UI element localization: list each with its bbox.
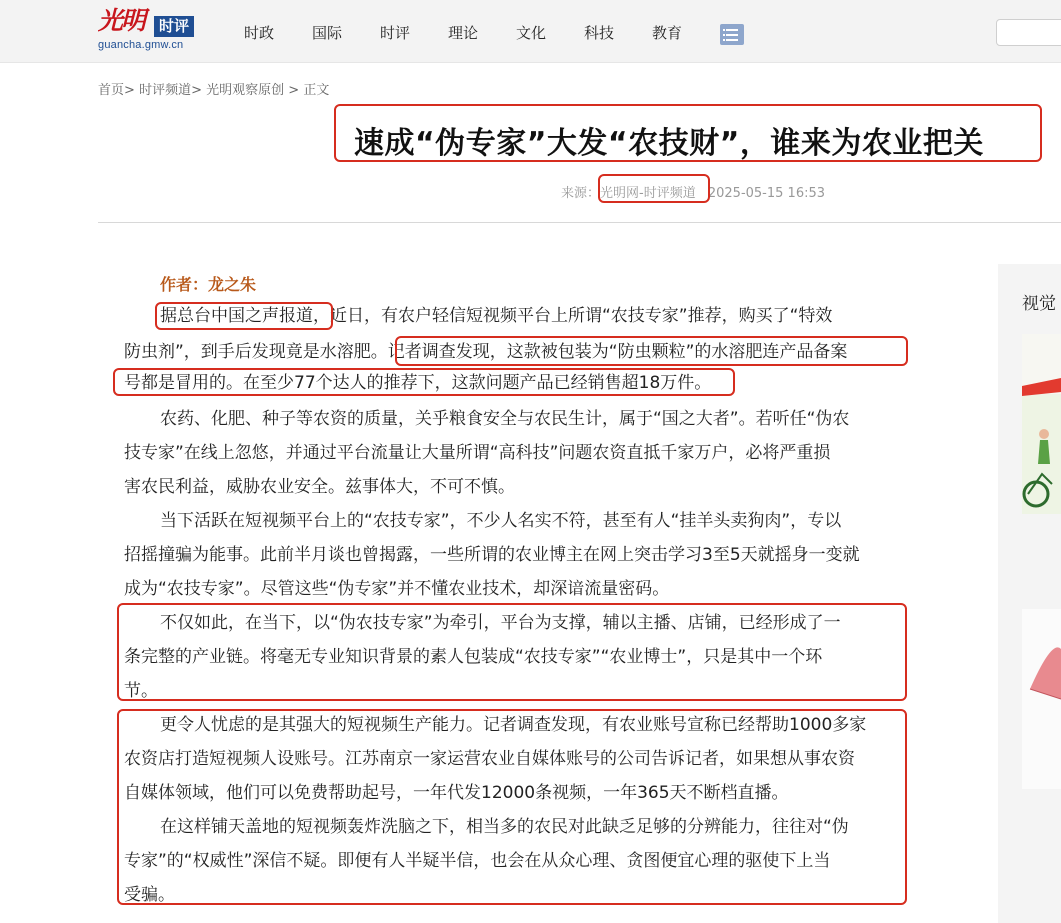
paragraph-line: 号都是冒用的。在至少77个达人的推荐下，这款问题产品已经销售超18万件。 [124, 373, 712, 393]
article-author: 作者：龙之朱 [160, 275, 257, 294]
paragraph-line: 成为“农技专家”。尽管这些“伪专家”并不懂农业技术，却深谙流量密码。 [124, 579, 670, 599]
logo-script: 光明 [98, 6, 145, 35]
nav-item-culture[interactable]: 文化 [516, 24, 547, 42]
paragraph-line: 农药、化肥、种子等农资的质量，关乎粮食安全与农民生计，属于“国之大者”。若听任“伪农 [160, 409, 850, 429]
paragraph-line: 条完整的产业链。将毫无专业知识背景的素人包装成“农技专家”“农业博士”，只是其中一个环 [124, 647, 823, 667]
logo-badge: 时评 [154, 16, 194, 37]
breadcrumb-channel[interactable]: 时评频道 [139, 83, 192, 98]
highlight-box [117, 709, 907, 905]
nav-item-theory[interactable]: 理论 [448, 24, 479, 42]
breadcrumb: 首页> 时评频道> 光明观察原创 > 正文 [98, 83, 330, 98]
sidebar-title: 视觉 [1022, 294, 1056, 314]
paragraph-line: 技专家”在线上忽悠，并通过平台流量让大量所谓“高科技”问题农资直抵千家万户，必将严重损 [124, 443, 831, 463]
paragraph-line: 专家”的“权威性”深信不疑。即便有人半疑半信，也会在从众心理、贪图便宜心理的驱使下上当 [124, 851, 831, 871]
top-bar [0, 0, 1061, 63]
paragraph-line: 防虫剂”，到手后发现竟是水溶肥。记者调查发现，这款被包装为“防虫颗粒”的水溶肥连产品备案 [124, 342, 848, 362]
paragraph-line: 自媒体领域，他们可以免费帮助起号，一年代发12000条视频，一年365天不断档直播。 [124, 783, 789, 803]
search-input[interactable] [996, 19, 1061, 46]
nav-item-education[interactable]: 教育 [652, 24, 683, 42]
nav-item-international[interactable]: 国际 [312, 24, 343, 42]
source-label: 来源： [561, 186, 601, 201]
paragraph-line: 招摇撞骗为能事。此前半月谈也曾揭露，一些所谓的农业博主在网上突击学习3至5天就摇身一变就 [124, 545, 860, 565]
breadcrumb-section[interactable]: 光明观察原创 [206, 83, 285, 98]
site-logo[interactable] [98, 6, 208, 56]
divider [98, 222, 1061, 223]
paragraph-line: 不仅如此，在当下，以“伪农技专家”为牵引，平台为支撑，辅以主播、店铺，已经形成了一 [160, 613, 841, 633]
paragraph-line: 据总台中国之声报道，近日，有农户轻信短视频平台上所谓“农技专家”推荐，购买了“特效 [160, 306, 833, 326]
nav-item-commentary[interactable]: 时评 [380, 24, 411, 42]
publish-datetime: 2025-05-15 16:53 [707, 186, 826, 201]
paragraph-line: 害农民利益，威胁农业安全。兹事体大，不可不慎。 [124, 477, 515, 497]
paragraph-line: 农资店打造短视频人设账号。江苏南京一家运营农业自媒体账号的公司告诉记者，如果想从事农资 [124, 749, 855, 769]
nav-item-politics[interactable]: 时政 [244, 24, 275, 42]
paragraph-line: 当下活跃在短视频平台上的“农技专家”，不少人名实不符，甚至有人“挂羊头卖狗肉”，专以 [160, 511, 842, 531]
sidebar [998, 264, 1061, 923]
paragraph-line: 在这样铺天盖地的短视频轰炸洗脑之下，相当多的农民对此缺乏足够的分辨能力，往往对“伪 [160, 817, 849, 837]
nav-item-tech[interactable]: 科技 [584, 24, 615, 42]
breadcrumb-home[interactable]: 首页 [98, 83, 125, 98]
article-title: 速成“伪专家”大发“农技财”，谁来为农业把关 [354, 126, 984, 161]
paragraph-line: 受骗。 [124, 885, 175, 905]
list-icon[interactable] [720, 24, 744, 45]
paragraph-line: 更令人忧虑的是其强大的短视频生产能力。记者调查发现，有农业账号宣称已经帮助1000多家 [160, 715, 867, 735]
article-meta [561, 182, 825, 201]
sidebar-thumbnail[interactable] [1022, 334, 1061, 514]
logo-domain: guancha.gmw.cn [98, 39, 184, 51]
paragraph-line: 节。 [124, 681, 158, 701]
source-link[interactable]: 光明网-时评频道 [600, 186, 696, 201]
sidebar-thumbnail[interactable] [1022, 609, 1061, 789]
breadcrumb-current: 正文 [303, 83, 330, 98]
